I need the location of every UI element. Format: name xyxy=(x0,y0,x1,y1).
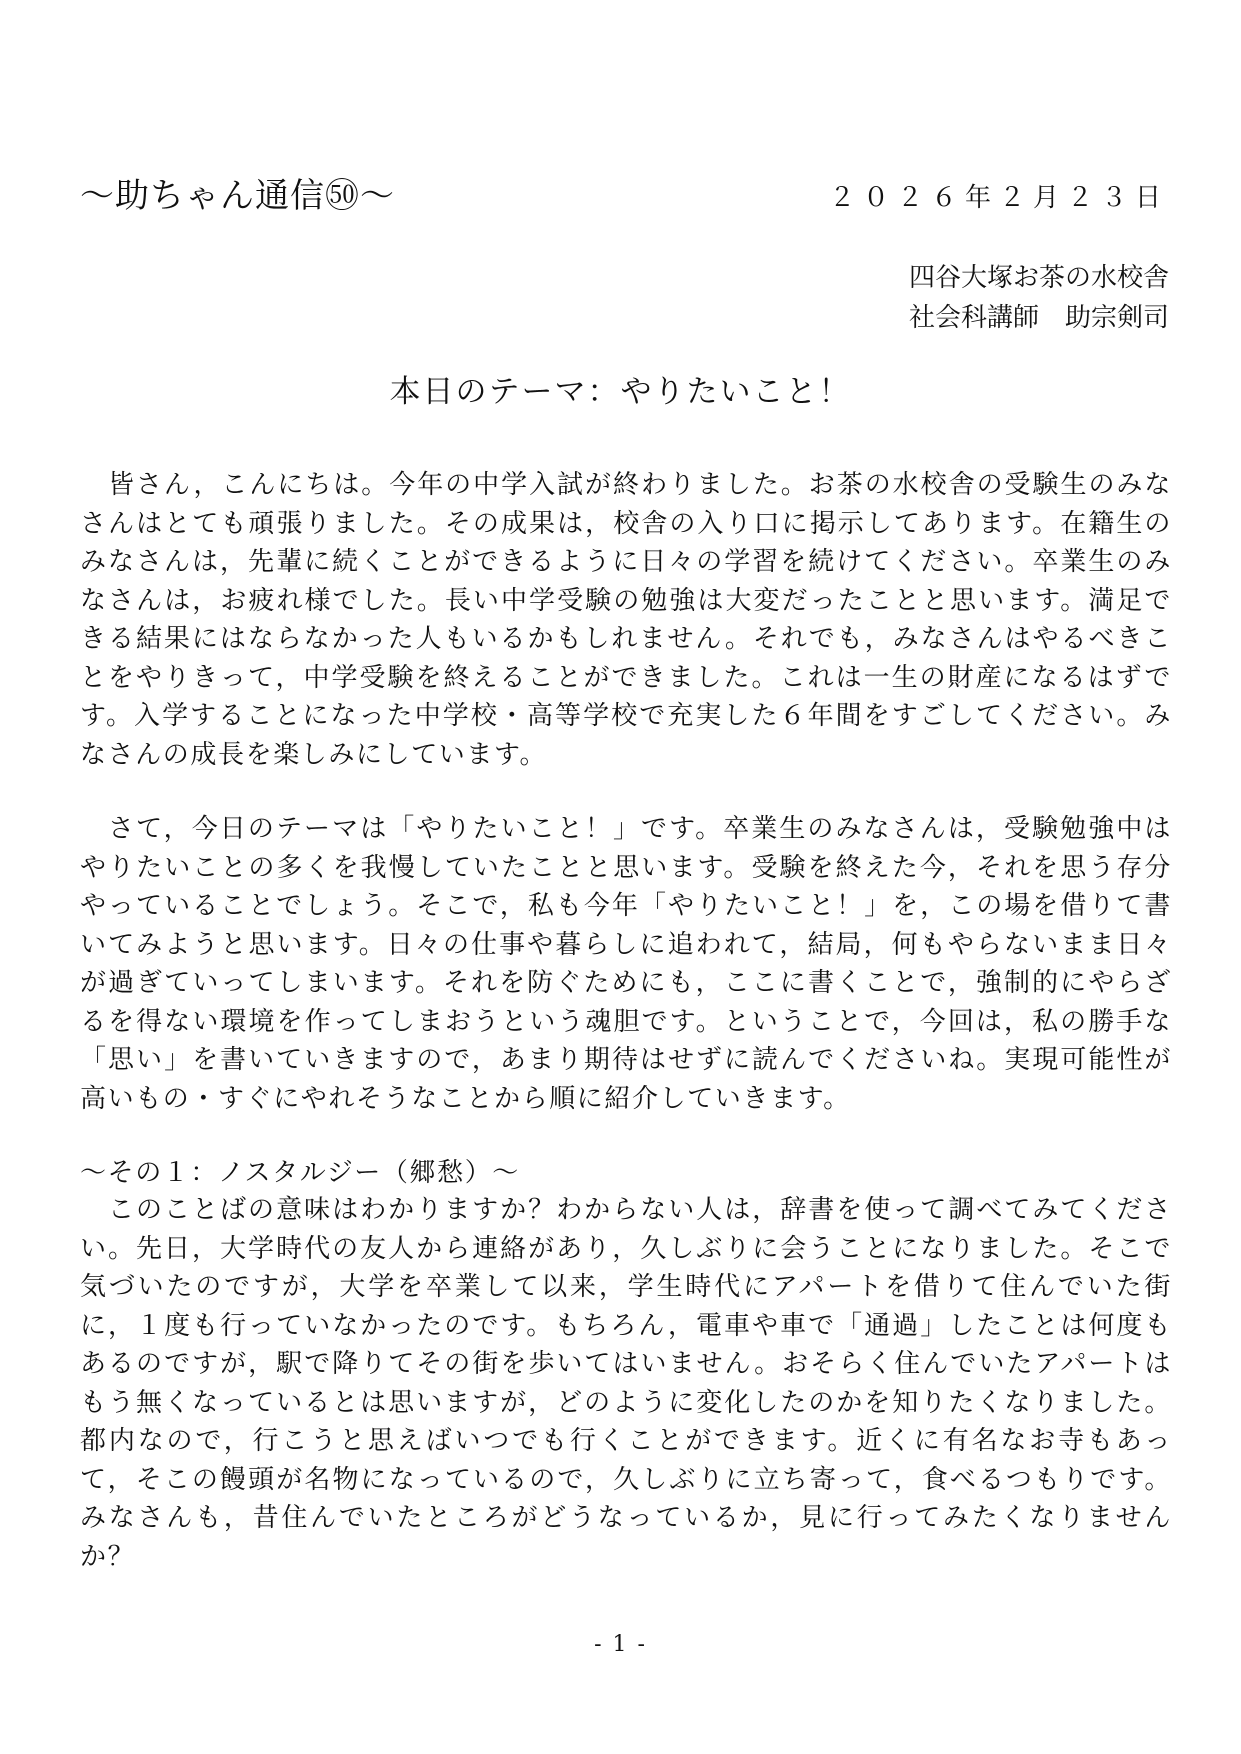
issue-date: ２０２６年２月２３日 xyxy=(828,183,1169,213)
section-heading-nostalgia: 〜その１：ノスタルジー（郷愁）〜 xyxy=(80,1158,520,1188)
paragraph-greeting: 皆さん，こんにちは。今年の中学入試が終わりました。お茶の水校舎の受験生のみなさんはとても頑張りました。その成果は，校舎の入り口に掲示してあります。在籍生のみなさんは，先輩に続くことができるように日々の学習を続けてください。卒業生のみなさんは，お疲れ様でした。長い中学受験の勉強は大変だったことと思います。満足できる結果にはならなかった人もいるかもしれません。それでも，みなさんはやるべきことをやりきって，中学受験を終えることができました。これは一生の財産になるはずです。入学することになった中学校・高等学校で充実した６年間をすごしてください。みなさんの成長を楽しみにしています。 xyxy=(80,470,1172,770)
paragraph-nostalgia: このことばの意味はわかりますか？わからない人は，辞書を使って調べてみてください。先日，大学時代の友人から連絡があり，久しぶりに会うことになりました。そこで気づいたのですが，大学を卒業して以来，学生時代にアパートを借りて住んでいた街に，１度も行っていなかったのです。もちろん，電車や車で「通過」したことは何度もあるのですが，駅で降りてその街を歩いてはいません。おそらく住んでいたアパートはもう無くなっているとは思いますが，どのように変化したのかを知りたくなりました。都内なので，行こうと思えばいつでも行くことができます。近くに有名なお寺もあって，そこの饅頭が名物になっているので，久しぶりに立ち寄って，食べるつもりです。みなさんも，昔住んでいたところがどうなっているか，見に行ってみたくなりませんか？ xyxy=(80,1195,1172,1572)
newsletter-title: 〜助ちゃん通信㊿〜 xyxy=(80,176,395,216)
paragraph-theme-intro: さて，今日のテーマは「やりたいこと！」です。卒業生のみなさんは，受験勉強中はやりたいことの多くを我慢していたことと思います。受験を終えた今，それを思う存分やっていることでしょう。そこで，私も今年「やりたいこと！」を，この場を借りて書いてみようと思います。日々の仕事や暮らしに追われて，結局，何もやらないまま日々が過ぎていってしまいます。それを防ぐためにも，ここに書くことで，強制的にやらざるを得ない環境を作ってしまおうという魂胆です。ということで，今回は，私の勝手な「思い」を書いていきますので，あまり期待はせずに読んでくださいね。実現可能性が高いもの・すぐにやれそうなことから順に紹介していきます。 xyxy=(80,814,1172,1114)
page-number: - 1 - xyxy=(594,1632,647,1657)
author-block xyxy=(909,258,1169,338)
teacher-name: 社会科講師 助宗剣司 xyxy=(908,303,1169,333)
school-name: 四谷大塚お茶の水校舎 xyxy=(908,263,1169,293)
theme-heading: 本日のテーマ：やりたいこと！ xyxy=(389,374,852,410)
